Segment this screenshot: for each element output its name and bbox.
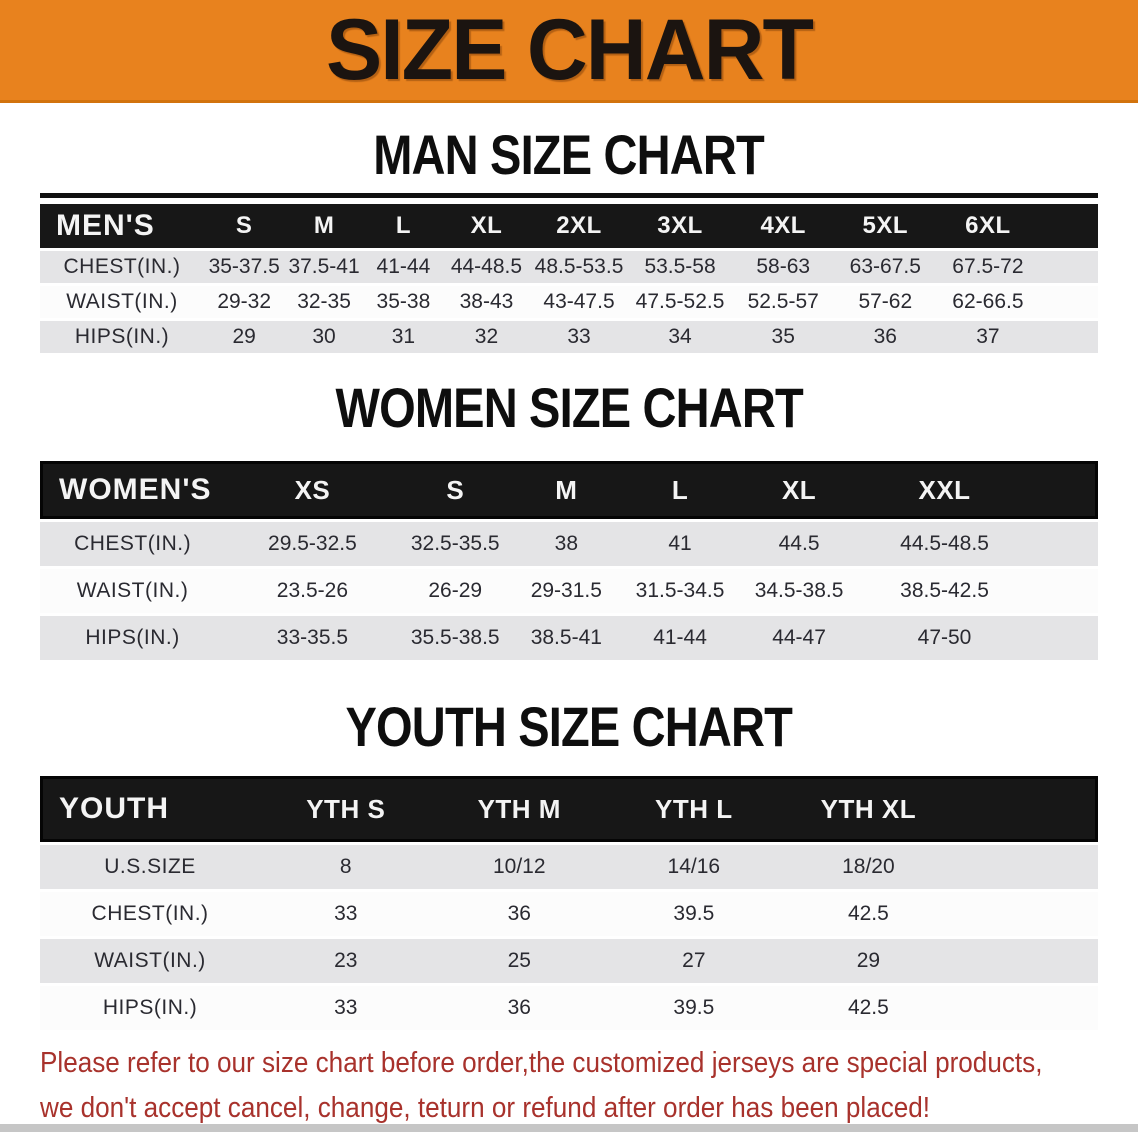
size-value: 30 [284, 321, 363, 353]
table-title-cell: MEN'S [40, 204, 204, 248]
table-row [40, 986, 1098, 1030]
size-value: 67.5-72 [936, 251, 1040, 283]
row-label: HIPS(IN.) [40, 321, 204, 353]
size-value: 57-62 [835, 286, 937, 318]
size-column-header: 5XL [835, 204, 937, 248]
size-column-header: M [284, 204, 363, 248]
banner-title: SIZE CHART [325, 1, 813, 98]
bottom-edge-strip [0, 1124, 1138, 1132]
size-value: 33 [260, 892, 431, 936]
row-label: HIPS(IN.) [40, 986, 260, 1030]
size-value: 38 [511, 522, 622, 566]
table-row [40, 321, 1098, 353]
size-value: 34 [628, 321, 732, 353]
size-column-header: 2XL [530, 204, 628, 248]
table-row [40, 569, 1098, 613]
size-value: 29-31.5 [511, 569, 622, 613]
size-value: 47-50 [860, 616, 1029, 660]
size-value: 52.5-57 [732, 286, 835, 318]
row-label: CHEST(IN.) [40, 892, 260, 936]
size-value: 63-67.5 [835, 251, 937, 283]
filler-cell [956, 892, 1098, 936]
size-value: 42.5 [781, 986, 957, 1030]
youth-size-chart-heading [0, 695, 1138, 758]
row-label: CHEST(IN.) [40, 251, 204, 283]
size-column-header: 6XL [936, 204, 1040, 248]
size-column-header: 4XL [732, 204, 835, 248]
filler-cell [1040, 321, 1098, 353]
table-header-row [40, 776, 1098, 842]
size-value: 29 [204, 321, 284, 353]
size-value: 10/12 [431, 845, 607, 889]
size-value: 44-47 [738, 616, 860, 660]
table-row [40, 251, 1098, 283]
table-header-row [40, 461, 1098, 519]
filler-cell [956, 845, 1098, 889]
table-row [40, 892, 1098, 936]
men-size-table [40, 201, 1098, 356]
size-value: 33 [260, 986, 431, 1030]
size-column-header: YTH M [431, 776, 607, 842]
filler-cell [1040, 286, 1098, 318]
size-value: 32 [443, 321, 530, 353]
size-value: 43-47.5 [530, 286, 628, 318]
size-value: 33-35.5 [225, 616, 400, 660]
size-value: 39.5 [607, 986, 781, 1030]
size-value: 36 [835, 321, 937, 353]
size-value: 27 [607, 939, 781, 983]
men-section [40, 193, 1098, 356]
size-value: 32.5-35.5 [400, 522, 511, 566]
size-column-header: L [364, 204, 443, 248]
size-value: 8 [260, 845, 431, 889]
youth-size-table [40, 773, 1098, 1033]
row-label: WAIST(IN.) [40, 286, 204, 318]
table-row [40, 939, 1098, 983]
header-filler-cell [1040, 204, 1098, 248]
youth-section [40, 773, 1098, 1033]
filler-cell [1029, 522, 1098, 566]
size-value: 47.5-52.5 [628, 286, 732, 318]
size-value: 53.5-58 [628, 251, 732, 283]
size-column-header: YTH XL [781, 776, 957, 842]
table-row [40, 522, 1098, 566]
size-value: 41-44 [622, 616, 738, 660]
size-value: 35 [732, 321, 835, 353]
row-label: HIPS(IN.) [40, 616, 225, 660]
women-size-chart-heading [0, 376, 1138, 439]
footer-disclaimer-line2: we don't accept cancel, change, teturn or refund after order has been placed! [40, 1092, 931, 1124]
youth-heading-text: YOUTH SIZE CHART [345, 695, 793, 758]
size-value: 41 [622, 522, 738, 566]
size-value: 31 [364, 321, 443, 353]
table-title-cell: WOMEN'S [40, 461, 225, 519]
size-value: 44.5-48.5 [860, 522, 1029, 566]
size-value: 35-38 [364, 286, 443, 318]
size-column-header: S [400, 461, 511, 519]
size-value: 23 [260, 939, 431, 983]
size-value: 29.5-32.5 [225, 522, 400, 566]
table-row [40, 616, 1098, 660]
row-label: CHEST(IN.) [40, 522, 225, 566]
size-column-header: XL [738, 461, 860, 519]
size-value: 23.5-26 [225, 569, 400, 613]
footer-disclaimer [40, 1041, 1138, 1131]
size-value: 38.5-42.5 [860, 569, 1029, 613]
size-value: 32-35 [284, 286, 363, 318]
size-column-header: XL [443, 204, 530, 248]
size-value: 35-37.5 [204, 251, 284, 283]
size-value: 37.5-41 [284, 251, 363, 283]
size-value: 36 [431, 986, 607, 1030]
size-column-header: L [622, 461, 738, 519]
size-value: 36 [431, 892, 607, 936]
table-row [40, 845, 1098, 889]
filler-cell [956, 939, 1098, 983]
size-value: 38.5-41 [511, 616, 622, 660]
filler-cell [1029, 616, 1098, 660]
filler-cell [1040, 251, 1098, 283]
size-value: 38-43 [443, 286, 530, 318]
size-value: 48.5-53.5 [530, 251, 628, 283]
size-value: 58-63 [732, 251, 835, 283]
man-size-chart-heading [0, 123, 1138, 186]
size-value: 26-29 [400, 569, 511, 613]
size-column-header: YTH S [260, 776, 431, 842]
size-column-header: S [204, 204, 284, 248]
filler-cell [1029, 569, 1098, 613]
table-row [40, 286, 1098, 318]
size-value: 39.5 [607, 892, 781, 936]
row-label: U.S.SIZE [40, 845, 260, 889]
table-header-row [40, 204, 1098, 248]
size-value: 41-44 [364, 251, 443, 283]
size-value: 37 [936, 321, 1040, 353]
size-column-header: XXL [860, 461, 1029, 519]
size-value: 35.5-38.5 [400, 616, 511, 660]
size-value: 44.5 [738, 522, 860, 566]
size-column-header: YTH L [607, 776, 781, 842]
footer-disclaimer-line1: Please refer to our size chart before order,the customized jerseys are special products, [40, 1047, 1043, 1079]
row-label: WAIST(IN.) [40, 939, 260, 983]
size-value: 34.5-38.5 [738, 569, 860, 613]
size-chart-banner [0, 0, 1138, 103]
size-value: 25 [431, 939, 607, 983]
size-value: 18/20 [781, 845, 957, 889]
row-label: WAIST(IN.) [40, 569, 225, 613]
size-value: 14/16 [607, 845, 781, 889]
men-table-top-rule [40, 193, 1098, 198]
size-column-header: XS [225, 461, 400, 519]
size-value: 29-32 [204, 286, 284, 318]
size-column-header: 3XL [628, 204, 732, 248]
size-value: 29 [781, 939, 957, 983]
size-value: 42.5 [781, 892, 957, 936]
header-filler-cell [956, 776, 1098, 842]
filler-cell [956, 986, 1098, 1030]
size-column-header: M [511, 461, 622, 519]
table-title-cell: YOUTH [40, 776, 260, 842]
women-size-table [40, 458, 1098, 663]
size-value: 62-66.5 [936, 286, 1040, 318]
size-value: 31.5-34.5 [622, 569, 738, 613]
size-value: 44-48.5 [443, 251, 530, 283]
size-value: 33 [530, 321, 628, 353]
women-heading-text: WOMEN SIZE CHART [335, 376, 803, 439]
women-section [40, 458, 1098, 663]
header-filler-cell [1029, 461, 1098, 519]
man-heading-text: MAN SIZE CHART [373, 123, 765, 186]
